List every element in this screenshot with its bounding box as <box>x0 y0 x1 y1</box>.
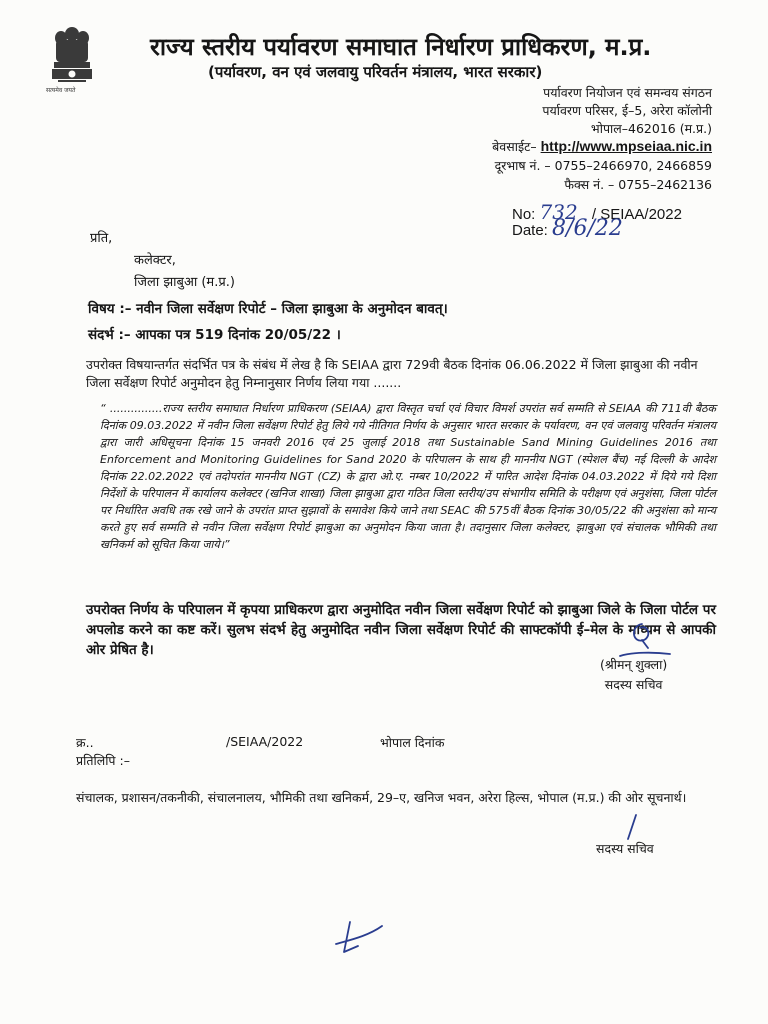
letter-number-label: No: <box>512 206 536 223</box>
letter-date <box>512 216 623 241</box>
initial-mark-icon <box>620 812 644 842</box>
body-paragraph-1: उपरोक्त विषयान्तर्गत संदर्भित पत्र के संबंध में लेख है कि SEIAA द्वारा 729वी बैठक दिनांक 06.06.2022 में जिला झाबुआ की नवीन जिला सर्वेक्षण रिपोर्ट अनुमोदन हेतु निम्नानुसार निर्णय लिया गया ....... <box>86 357 698 390</box>
signature-mark-icon <box>612 618 672 660</box>
decision-quote: “ ...............राज्य स्तरीय समाघात निर्धारण प्राधिकरण (SEIAA) द्वारा विस्तृत चर्चा एवं विचार विमर्श उपरांत सर्व सम्मति से SEIAA की 711वी बैठक दिनांक 09.03.2022 में नवीन जिला सर्वेक्षण रिपोर्ट हेतु लिये गये नीतिगत निर्णय के अनुसार भारत सरकार के पर्यावरण, वन एवं जलवायु परिवर्तन मंत्रालय द्वारा जारी अधिसूचना दिनांक 15 जनवरी 2016 एवं 25 जुलाई 2018 तथा Sustainable Sand Mining Guidelines 2016 तथा Enforcement and Monitoring Guidelines for Sand 2020 के परिपालन के साथ ही माननीय NGT (स्पेशल बैंच) नई दिल्ली के आदेश दिनांक 22.02.2022 एवं तदोपरांत माननीय NGT (CZ) के द्वारा ओ.ए. नम्बर 10/2022 में पारित आदेश दिनांक 04.03.2022 में दिये गये दिशा निर्देशों के परिपालन में कार्यालय कलेक्टर (खनिज शाखा) जिला झाबुआ द्वारा गठित जिला स्तरीय/उप संभागीय समिति के परीक्षण एवं अनुशंसा, जिला पोर्टल पर निर्धारित अवधि तक रखे जाने के उपरांत प्राप्त सुझावों के समावेश किये जाने तथा SEAC की 575वीं बैठक दिनांक 30/05/22 की अनुशंसा को मान्य करते हुए सर्व सम्मति से नवीन जिला सर्वेक्षण रिपोर्ट झाबुआ का अनुमोदन किया जाता है। तदानुसार जिला कलेक्टर, झाबुआ एवं संचालक भौमिकी तथा खनिकर्म को सूचित किया जाये।” <box>100 402 716 551</box>
emblem-caption: सत्यमेव जयते <box>46 87 76 94</box>
pratilipi-label: प्रतिलिपि :– <box>76 753 130 768</box>
signatory-designation: सदस्य सचिव <box>604 677 663 692</box>
body-paragraph-2: उपरोक्त निर्णय के परिपालन में कृपया प्राधिकरण द्वारा अनुमोदित नवीन जिला सर्वेक्षण रिपोर्ट को झाबुआ जिले के जिला पोर्टल पर अपलोड करने का कष्ट करें। सुलभ संदर्भ हेतु अनुमोदित नवीन जिला सर्वेक्षण रिपोर्ट की साफ्टकॉपी ई–मेल के माध्यम से आपकी ओर प्रेषित है। <box>86 602 716 658</box>
website-label: बेवसाईट– <box>492 139 541 154</box>
copy-to-paragraph: संचालक, प्रशासन/तकनीकी, संचालनालय, भौमिकी तथा खनिकर्म, 29–ए, खनिज भवन, अरेरा हिल्स, भोपाल (म.प्र.) की ओर सूचनार्थ। <box>76 790 687 805</box>
authority-title: राज्य स्तरीय पर्यावरण समाघात निर्धारण प्राधिकरण, म.प्र. <box>150 33 652 61</box>
prati-label: प्रति, <box>90 231 113 246</box>
recipient-district: जिला झाबुआ (म.प्र.) <box>134 275 235 290</box>
letter-date-handwritten: 8/6/22 <box>552 216 623 241</box>
website-line <box>492 138 712 155</box>
address-line-2: भोपाल–462016 (म.प्र.) <box>590 121 712 136</box>
seiaa-number-blank: /SEIAA/2022 <box>226 734 304 749</box>
recipient-designation: कलेक्टर, <box>134 253 176 268</box>
letter-date-label: Date: <box>512 222 548 239</box>
letter-number-suffix: / SEIAA/2022 <box>591 206 682 223</box>
letter-number-handwritten: 732 <box>539 200 578 224</box>
website-link[interactable]: http://www.mpseiaa.nic.in <box>540 138 712 154</box>
fax-line: फैक्स नं. – 0755–2462136 <box>564 177 712 192</box>
org-name: पर्यावरण नियोजन एवं समन्वय संगठन <box>543 85 712 100</box>
signatory-name: (श्रीमन् शुक्ला) <box>600 657 668 672</box>
bhopal-date-label: भोपाल दिनांक <box>380 735 445 750</box>
kr-label: क्र.. <box>76 735 94 750</box>
reference-line: संदर्भ :– आपका पत्र 519 दिनांक 20/05/22 । <box>88 327 341 343</box>
national-emblem-icon <box>42 22 102 96</box>
signature-block <box>600 655 667 695</box>
subject-line: विषय :– नवीन जिला सर्वेक्षण रिपोर्ट – जिला झाबुआ के अनुमोदन बावत्। <box>88 301 448 317</box>
phone-line: दूरभाष नं. – 0755–2466970, 2466859 <box>494 158 712 173</box>
recipient-block <box>90 228 235 294</box>
address-line-1: पर्यावरण परिसर, ई–5, अरेरा कॉलोनी <box>542 103 712 118</box>
handwritten-tick-icon <box>330 918 390 968</box>
signatory-designation-2: सदस्य सचिव <box>596 841 654 856</box>
ministry-subtitle: (पर्यावरण, वन एवं जलवायु परिवर्तन मंत्रालय, भारत सरकार) <box>208 63 543 81</box>
